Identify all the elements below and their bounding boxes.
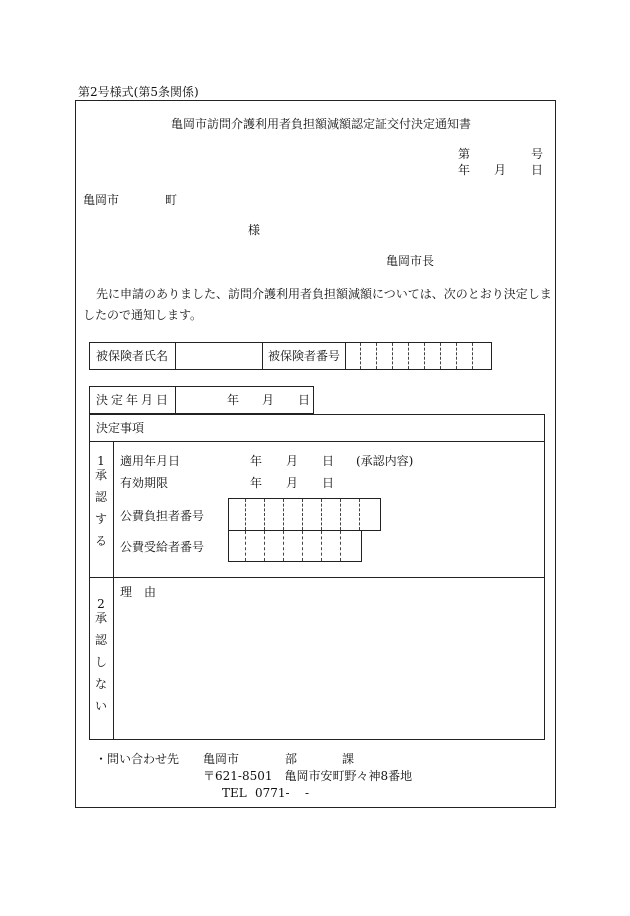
insured-name-field[interactable] bbox=[176, 343, 261, 369]
decision-date-label: 決定年月日 bbox=[96, 393, 172, 407]
contact-postal-address: 〒621-8501 亀岡市安町野々神8番地 bbox=[203, 769, 413, 783]
mayor-signature: 亀岡市長 bbox=[386, 254, 435, 268]
body-text-line-1: 先に申請のありました、訪問介護利用者負担額減額については、次のとおり決定しま bbox=[96, 287, 552, 301]
reason-label: 理 由 bbox=[120, 585, 157, 599]
contact-ka: 課 bbox=[342, 752, 355, 766]
payer-number-field[interactable] bbox=[228, 498, 381, 531]
apply-date-label: 適用年月日 bbox=[120, 454, 181, 468]
validity-day: 日 bbox=[322, 476, 335, 490]
apply-month: 月 bbox=[286, 454, 299, 468]
insured-number-field[interactable] bbox=[346, 343, 491, 369]
recipient-number-field[interactable] bbox=[228, 530, 362, 562]
document-title: 亀岡市訪問介護利用者負担額減額認定証交付決定通知書 bbox=[171, 117, 472, 131]
validity-month: 月 bbox=[286, 476, 299, 490]
reject-vertical-label: 2 承 認 し な い bbox=[94, 597, 107, 713]
validity-label: 有効期限 bbox=[120, 476, 169, 490]
insured-number-label: 被保険者番号 bbox=[268, 349, 341, 363]
apply-day: 日 bbox=[322, 454, 335, 468]
apply-year: 年 bbox=[250, 454, 263, 468]
reason-field[interactable] bbox=[114, 600, 544, 739]
contact-bu: 部 bbox=[285, 752, 298, 766]
contact-tel-label: TEL bbox=[222, 786, 247, 800]
approve-vertical-label: 1 承 認 す る bbox=[94, 454, 107, 548]
payer-number-label: 公費負担者番号 bbox=[120, 509, 205, 523]
contact-city: 亀岡市 bbox=[203, 752, 240, 766]
ref-day: 日 bbox=[531, 163, 544, 177]
addressee-sama: 様 bbox=[248, 223, 261, 237]
ref-dai: 第 bbox=[458, 147, 471, 161]
decision-matters-label: 決定事項 bbox=[96, 421, 145, 435]
contact-tel-number: 0771- bbox=[255, 786, 290, 800]
address-city: 亀岡市 bbox=[83, 193, 120, 207]
ref-year: 年 bbox=[458, 163, 471, 177]
body-text-line-2: したので通知します。 bbox=[83, 308, 203, 322]
decision-year: 年 bbox=[227, 393, 240, 407]
contact-label: ・問い合わせ先 bbox=[95, 752, 180, 766]
address-town: 町 bbox=[165, 193, 178, 207]
ref-go: 号 bbox=[531, 147, 544, 161]
form-number: 第2号様式(第5条関係) bbox=[78, 85, 199, 99]
recipient-number-label: 公費受給者番号 bbox=[120, 540, 205, 554]
ref-month: 月 bbox=[494, 163, 507, 177]
contact-tel-dash: - bbox=[305, 786, 310, 800]
insured-name-label: 被保険者氏名 bbox=[96, 349, 169, 363]
decision-day: 日 bbox=[298, 393, 311, 407]
decision-month: 月 bbox=[262, 393, 275, 407]
validity-year: 年 bbox=[250, 476, 263, 490]
approval-content-label: (承認内容) bbox=[356, 454, 414, 468]
